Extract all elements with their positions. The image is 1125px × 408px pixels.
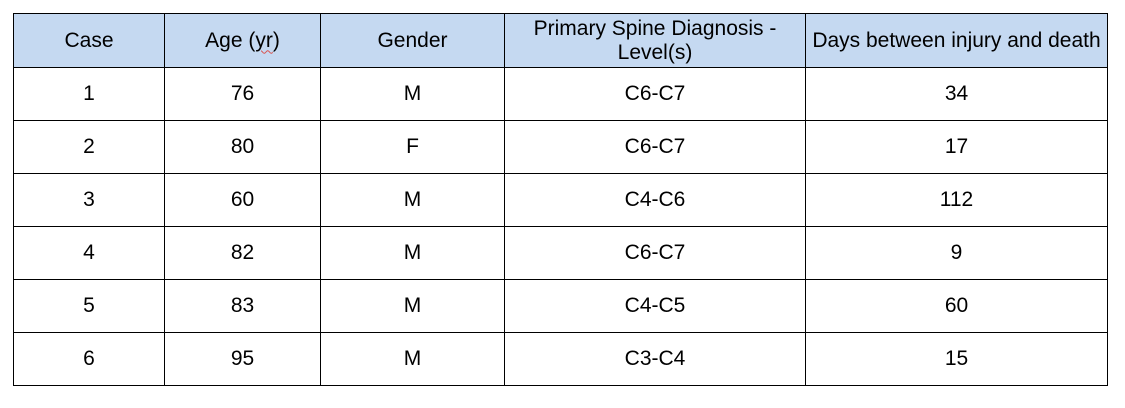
cell-days: 60 <box>806 280 1108 333</box>
cell-diagnosis: C4-C6 <box>505 174 806 227</box>
header-case: Case <box>14 14 165 68</box>
header-age-unit: yr <box>255 28 273 52</box>
cell-diagnosis: C6-C7 <box>505 68 806 121</box>
table-row <box>14 174 1108 227</box>
header-age-suffix: ) <box>272 28 280 52</box>
cell-gender: F <box>321 121 505 174</box>
table-row <box>14 121 1108 174</box>
header-age <box>165 14 321 68</box>
table-row <box>14 68 1108 121</box>
header-row <box>14 14 1108 68</box>
header-age-prefix: Age ( <box>205 28 256 52</box>
cell-gender: M <box>321 227 505 280</box>
cell-age: 80 <box>165 121 321 174</box>
cell-diagnosis: C6-C7 <box>505 121 806 174</box>
cell-gender: M <box>321 68 505 121</box>
cell-case: 2 <box>14 121 165 174</box>
cell-age: 60 <box>165 174 321 227</box>
cell-case: 4 <box>14 227 165 280</box>
patient-cases-table <box>13 13 1108 386</box>
cell-case: 5 <box>14 280 165 333</box>
cell-case: 1 <box>14 68 165 121</box>
cell-diagnosis: C3-C4 <box>505 333 806 386</box>
header-days: Days between injury and death <box>806 14 1108 68</box>
header-diagnosis: Primary Spine Diagnosis - Level(s) <box>505 14 806 68</box>
cell-case: 3 <box>14 174 165 227</box>
header-gender: Gender <box>321 14 505 68</box>
cell-gender: M <box>321 174 505 227</box>
table-row <box>14 280 1108 333</box>
cell-days: 17 <box>806 121 1108 174</box>
cell-gender: M <box>321 333 505 386</box>
cell-age: 82 <box>165 227 321 280</box>
cell-case: 6 <box>14 333 165 386</box>
cell-days: 9 <box>806 227 1108 280</box>
cell-days: 34 <box>806 68 1108 121</box>
cell-days: 112 <box>806 174 1108 227</box>
table-body <box>14 68 1108 386</box>
table-header <box>14 14 1108 68</box>
cell-age: 95 <box>165 333 321 386</box>
table-row <box>14 333 1108 386</box>
cell-diagnosis: C4-C5 <box>505 280 806 333</box>
cell-days: 15 <box>806 333 1108 386</box>
cell-diagnosis: C6-C7 <box>505 227 806 280</box>
table-row <box>14 227 1108 280</box>
cell-gender: M <box>321 280 505 333</box>
cell-age: 76 <box>165 68 321 121</box>
cell-age: 83 <box>165 280 321 333</box>
